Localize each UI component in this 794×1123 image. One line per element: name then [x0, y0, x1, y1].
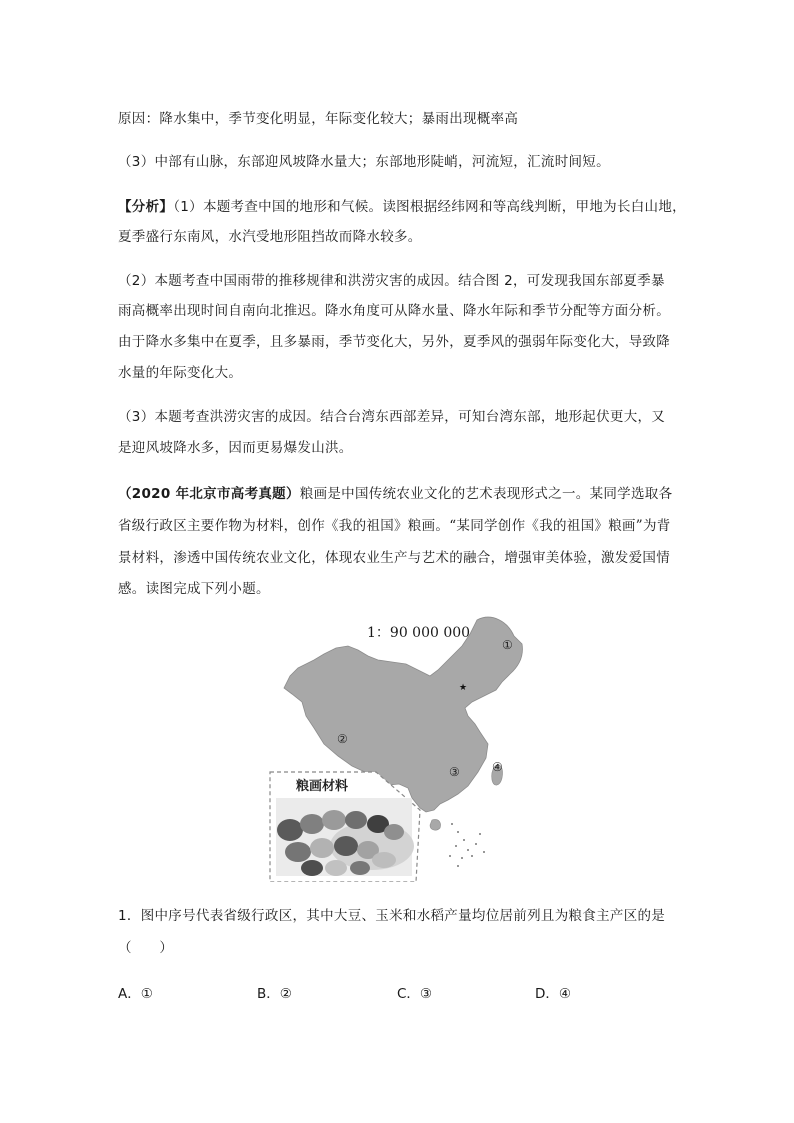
- south-sea-islands: [449, 823, 485, 867]
- question-stem: 1．图中序号代表省级行政区，其中大豆、玉米和水稻产量均位居前列且为粮食主产区的是: [118, 908, 666, 924]
- analysis-part2-line-4: 水量的年际变化大。: [118, 365, 243, 381]
- source-line-4: 感。读图完成下列小题。: [118, 581, 270, 597]
- option-c[interactable]: C．③: [397, 986, 433, 1002]
- marker-3: ③: [449, 765, 460, 779]
- answer-reason-line: 原因：降水集中，季节变化明显，年际变化较大；暴雨出现概率高: [118, 111, 519, 127]
- analysis-part3-line-2: 是迎风坡降水多，因而更易爆发山洪。: [118, 440, 353, 456]
- map-scale: 1：90 000 000: [367, 625, 471, 641]
- analysis-part2-line-1: （2）本题考查中国雨带的推移规律和洪涝灾害的成因。结合图 2，可发现我国东部夏季暴: [118, 273, 665, 289]
- option-b[interactable]: B．②: [257, 986, 292, 1002]
- capital-star: ★: [459, 683, 468, 693]
- inset-label: 粮画材料: [296, 779, 349, 794]
- source-line-1: [118, 482, 672, 502]
- marker-4: ④: [492, 760, 503, 774]
- source-line-2: 省级行政区主要作物为材料，创作《我的祖国》粮画。“某同学创作《我的祖国》粮画”为背: [118, 518, 671, 534]
- analysis-text: （1）本题考查中国的地形和气候。读图根据经纬网和等高线判断，甲地为长白山地，: [173, 199, 686, 215]
- analysis-line-2: 夏季盛行东南风，水汽受地形阻挡故而降水较多。: [118, 229, 422, 245]
- hainan-shape: [430, 819, 441, 830]
- marker-1: ①: [502, 638, 513, 652]
- option-d[interactable]: D．④: [535, 986, 571, 1002]
- analysis-line-1: [118, 195, 686, 215]
- china-map-figure: [262, 612, 530, 882]
- analysis-part2-line-2: 雨高概率出现时间自南向北推迟。降水角度可从降水量、降水年际和季节分配等方面分析。: [118, 303, 670, 319]
- answer-part3-line: （3）中部有山脉，东部迎风坡降水量大；东部地形陡峭，河流短，汇流时间短。: [118, 154, 610, 170]
- analysis-part2-line-3: 由于降水多集中在夏季，且多暴雨，季节变化大，另外，夏季风的强弱年际变化大，导致降: [118, 334, 670, 350]
- source-tag: （2020 年北京市高考真题）: [118, 486, 300, 502]
- option-a[interactable]: A．①: [118, 986, 153, 1002]
- grain-sacks-picture: [276, 798, 414, 876]
- question-blank: （ ）: [118, 940, 174, 956]
- source-line-3: 景材料，渗透中国传统农业文化，体现农业生产与艺术的融合，增强审美体验，激发爱国情: [118, 550, 670, 566]
- marker-2: ②: [337, 732, 348, 746]
- analysis-tag: 【分析】: [118, 199, 174, 215]
- analysis-part3-line-1: （3）本题考查洪涝灾害的成因。结合台湾东西部差异，可知台湾东部，地形起伏更大，又: [118, 409, 666, 425]
- source-text: 粮画是中国传统农业文化的艺术表现形式之一。某同学选取各: [299, 486, 673, 502]
